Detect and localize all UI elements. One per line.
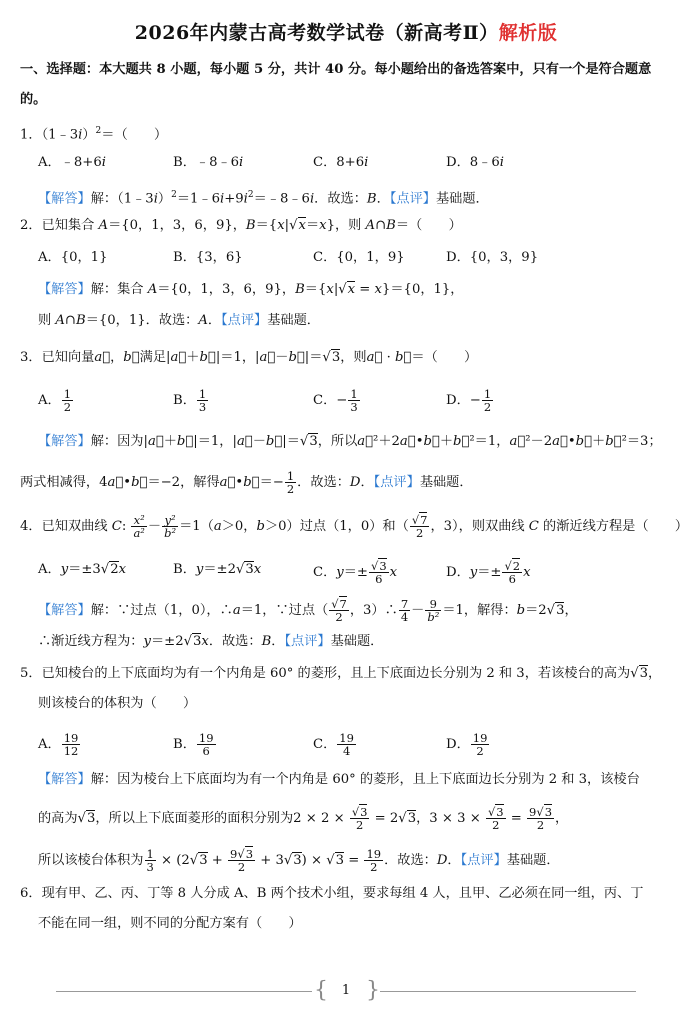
q3-option-b: B． $\frac{1}{3}$ xyxy=(173,387,207,414)
answer-tag: 【解答】 xyxy=(38,191,91,207)
footer-rule-left xyxy=(56,991,312,992)
q2-solution-line1: 【解答】解：集合 A＝{0，1，3，6，9}，B＝{x|√x = x}＝{0，1}， xyxy=(38,282,464,297)
q5-solution-line3: 所以该棱台体积为 $\frac{1}{3}$ × (2√3 + $\frac{9√3}{2}$ + 3√3) × √3 = $\frac{19}{2}$ ．故选：D．【点评】基础题． xyxy=(38,847,560,874)
q5-stem-line1: 5．已知棱台的上下底面均为有一个内角是 60° 的菱形，且上下底面边长分别为 2 和 3，若该棱台的高为√3， xyxy=(20,666,662,681)
q3-option-a: A． $\frac{1}{2}$ xyxy=(38,387,72,414)
comment-text: 基础题． xyxy=(506,853,560,868)
answer-tag: 【解答】 xyxy=(38,603,91,618)
comment-text: 基础题． xyxy=(419,475,473,490)
q1-option-b: B．﹣8﹣6i xyxy=(173,155,244,170)
q6-stem-line1: 6．现有甲、乙、丙、丁等 8 人分成 A、B 两个技术小组，要求每组 4 人，且甲、乙必须在同一组，丙、丁 xyxy=(20,886,644,901)
q4-solution-line1: 【解答】解：∵过点（1，0），∴a＝1，∵过点（ $\frac{√7}{2}$ ，3）∴ $\frac{7}{4}$ － $\frac{9}{\text{b²}}$ ＝1，解得：b＝2√3， xyxy=(38,597,578,624)
q2-solution-line2: 则 A∩B＝{0，1}．故选：A．【点评】基础题． xyxy=(38,313,320,328)
comment-text: 基础题． xyxy=(330,634,384,649)
q1-option-c: C．8+6i xyxy=(313,155,369,170)
page-footer xyxy=(0,980,692,1004)
comment-text: 基础题． xyxy=(267,313,320,328)
comment-tag: 【点评】 xyxy=(373,475,420,490)
q4-option-d: D．y＝± $\frac{√2}{6}$ x xyxy=(446,559,531,586)
footer-bracket-right: } xyxy=(366,978,380,1003)
q2-option-b: B．{3，6} xyxy=(173,250,243,265)
page-title xyxy=(0,18,692,45)
comment-tag: 【点评】 xyxy=(389,191,436,207)
footer-bracket-left: { xyxy=(314,978,328,1003)
comment-tag: 【点评】 xyxy=(221,313,268,328)
q1-option-d: D．8﹣6i xyxy=(446,155,504,170)
answer-tag: 【解答】 xyxy=(38,772,91,787)
q3-solution-line1: 【解答】解：因为|a⃗＋b⃗|＝1，|a⃗－b⃗|＝√3，所以a⃗²＋2a⃗•b⃗＋b⃗²＝1，a⃗²－2a⃗•b⃗＋b⃗²＝3； xyxy=(38,434,662,449)
comment-tag: 【点评】 xyxy=(284,634,331,649)
q5-solution-line2: 的高为√3，所以上下底面菱形的面积分别为2 × 2 × $\frac{√3}{2}$ = 2√3，3 × 3 × $\frac{√3}{2}$ = $\frac{9√3}{2}$ ， xyxy=(38,805,569,832)
q4-solution-line2: ∴渐近线方程为：y＝±2√3x．故选：B．【点评】基础题． xyxy=(38,634,384,649)
q5-option-b: B． $\frac{19}{6}$ xyxy=(173,731,214,758)
section-heading-line1: 一、选择题：本大题共 8 小题，每小题 5 分，共计 40 分。每小题给出的备选答案中，只有一个是符合题意 xyxy=(20,62,652,77)
q4-stem: 4．已知双曲线 C: $\frac{\text{x²}}{\text{a²}}$ － $\frac{\text{y²}}{\text{b²}}$ ＝1（a＞0，b＞0）过点（1，0）和（ $\frac{√7}{2}$ ，3），则双曲线 C 的渐近线方程是（ ） xyxy=(20,513,689,540)
q4-option-c: C．y＝± $\frac{√3}{6}$ x xyxy=(313,559,398,586)
q1-option-a: A．﹣8+6i xyxy=(38,155,106,170)
section-heading-line2: 的。 xyxy=(20,92,47,107)
q3-stem: 3．已知向量a⃗，b⃗满足|a⃗＋b⃗|＝1，|a⃗－b⃗|＝√3，则a⃗ · b⃗＝（ ） xyxy=(20,350,478,365)
q5-option-a: A． $\frac{19}{12}$ xyxy=(38,731,79,758)
title-suffix: 解析版 xyxy=(498,22,558,44)
q4-option-a: A．y＝±3√2x xyxy=(38,562,127,577)
q2-option-c: C．{0，1，9} xyxy=(313,250,405,265)
q4-option-b: B．y＝±2√3x xyxy=(173,562,262,577)
q3-solution-line2: 两式相减得，4a⃗•b⃗＝−2，解得a⃗•b⃗＝− $\frac{1}{2}$ ．故选：D．【点评】基础题． xyxy=(20,469,473,496)
q2-option-d: D．{0，3，9} xyxy=(446,250,539,265)
page-number: 1 xyxy=(341,983,351,998)
q5-stem-line2: 则该棱台的体积为（ ） xyxy=(38,696,197,711)
title-main: 2026年内蒙古高考数学试卷（新高考Ⅱ） xyxy=(134,22,499,44)
q1-stem: 1．（1﹣3i）$^2$＝（ ） xyxy=(20,126,168,143)
comment-text: 基础题． xyxy=(435,191,489,207)
q2-option-a: A．{0，1} xyxy=(38,250,108,265)
footer-rule-right xyxy=(380,991,636,992)
q5-option-c: C． $\frac{19}{4}$ xyxy=(313,731,354,758)
q5-solution-line1: 【解答】解：因为棱台上下底面均为有一个内角是 60° 的菱形，且上下底面边长分别为 2 和 3，该棱台 xyxy=(38,772,640,787)
q5-option-d: D． $\frac{19}{2}$ xyxy=(446,731,488,758)
q3-option-d: D．− $\frac{1}{2}$ xyxy=(446,387,492,414)
comment-tag: 【点评】 xyxy=(460,853,507,868)
q6-stem-line2: 不能在同一组，则不同的分配方案有（ ） xyxy=(38,916,302,931)
q1-solution: 【解答】解：$(1﹣3i)^2=1﹣6i+9i^2=﹣8﹣6i$．故选：B．【点评】基础题． xyxy=(38,190,489,207)
q3-option-c: C．− $\frac{1}{3}$ xyxy=(313,387,358,414)
answer-tag: 【解答】 xyxy=(38,434,91,449)
answer-tag: 【解答】 xyxy=(38,282,91,297)
q2-stem: 2．已知集合 A＝{0，1，3，6，9}，B＝{x|√x＝x}，则 A∩B＝（ ） xyxy=(20,218,462,233)
